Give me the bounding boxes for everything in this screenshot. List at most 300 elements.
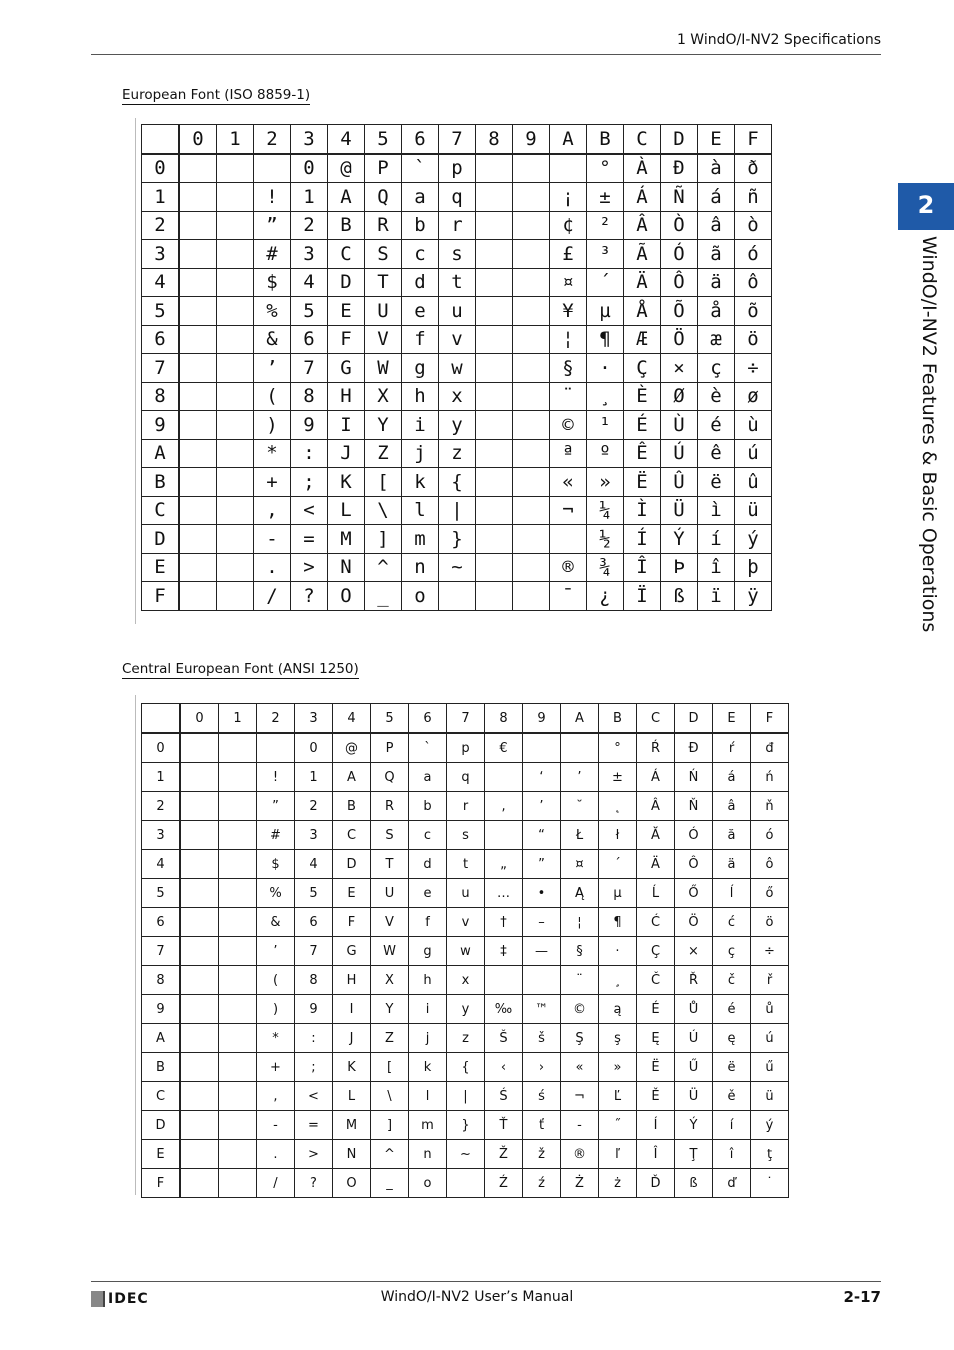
character-cell: b	[409, 792, 447, 821]
character-cell: ÿ	[735, 582, 772, 611]
character-cell: ]	[365, 525, 402, 554]
character-cell	[179, 525, 217, 554]
character-cell: ã	[698, 240, 735, 269]
character-cell: )	[254, 411, 291, 440]
character-cell: ¥	[550, 297, 587, 326]
table-row	[142, 792, 789, 821]
row-header: D	[142, 1111, 181, 1140]
character-cell: 3	[291, 240, 328, 269]
character-cell: ¸	[599, 966, 637, 995]
character-cell	[179, 468, 217, 497]
character-cell: 0	[291, 154, 328, 183]
character-cell: °	[599, 733, 637, 763]
character-cell: 4	[291, 268, 328, 297]
table1-margin-rule	[135, 118, 136, 624]
character-cell	[180, 850, 219, 879]
character-cell: Ü	[661, 496, 698, 525]
character-cell	[523, 966, 561, 995]
table-row	[142, 879, 789, 908]
character-cell: I	[333, 995, 371, 1024]
character-cell: Ě	[637, 1082, 675, 1111]
character-cell	[513, 468, 550, 497]
character-cell	[180, 937, 219, 966]
character-cell	[485, 821, 523, 850]
character-cell: ě	[713, 1082, 751, 1111]
character-cell: !	[254, 183, 291, 212]
table-row	[142, 937, 789, 966]
character-cell: ‹	[485, 1053, 523, 1082]
central-european-font-table	[141, 703, 789, 1198]
character-cell: Y	[365, 411, 402, 440]
character-cell: ‰	[485, 995, 523, 1024]
character-cell: L	[328, 496, 365, 525]
character-cell: r	[447, 792, 485, 821]
character-cell: j	[409, 1024, 447, 1053]
table-header-row	[142, 704, 789, 734]
character-cell: ”	[257, 792, 295, 821]
character-cell	[476, 154, 513, 183]
character-cell	[513, 354, 550, 383]
character-cell: [	[371, 1053, 409, 1082]
character-cell	[180, 821, 219, 850]
table-row	[142, 496, 772, 525]
character-cell: Ŕ	[637, 733, 675, 763]
character-cell: ł	[599, 821, 637, 850]
character-cell: º	[587, 439, 624, 468]
column-header: F	[751, 704, 789, 734]
character-cell: B	[328, 211, 365, 240]
row-header: A	[142, 1024, 181, 1053]
character-cell: ˘	[561, 792, 599, 821]
character-cell: Ö	[675, 908, 713, 937]
character-cell: Ó	[661, 240, 698, 269]
character-cell: ù	[735, 411, 772, 440]
character-cell: é	[698, 411, 735, 440]
character-cell: a	[409, 763, 447, 792]
character-cell: f	[402, 325, 439, 354]
character-cell	[485, 763, 523, 792]
character-cell	[217, 268, 254, 297]
character-cell	[513, 154, 550, 183]
character-cell: Ï	[624, 582, 661, 611]
character-cell: \	[365, 496, 402, 525]
character-cell: ú	[735, 439, 772, 468]
character-cell: Ń	[675, 763, 713, 792]
column-header: E	[698, 125, 735, 154]
character-cell	[476, 183, 513, 212]
character-cell: þ	[735, 553, 772, 582]
character-cell	[180, 1082, 219, 1111]
page-number: 2-17	[843, 1288, 881, 1306]
row-header: C	[142, 496, 180, 525]
character-cell: û	[735, 468, 772, 497]
character-cell: 7	[291, 354, 328, 383]
character-cell: +	[257, 1053, 295, 1082]
row-header: 9	[142, 411, 180, 440]
character-cell: §	[561, 937, 599, 966]
column-header: C	[624, 125, 661, 154]
table-row	[142, 240, 772, 269]
character-cell: ³	[587, 240, 624, 269]
character-cell	[219, 1169, 257, 1198]
character-cell	[179, 297, 217, 326]
character-cell	[513, 382, 550, 411]
character-cell: C	[328, 240, 365, 269]
character-cell: ®	[550, 553, 587, 582]
row-header: 4	[142, 268, 180, 297]
character-cell: P	[365, 154, 402, 183]
character-cell: Â	[637, 792, 675, 821]
character-cell: Î	[624, 553, 661, 582]
character-cell: $	[254, 268, 291, 297]
character-cell: W	[371, 937, 409, 966]
character-cell	[217, 211, 254, 240]
character-cell: Š	[485, 1024, 523, 1053]
character-cell: :	[291, 439, 328, 468]
table-row	[142, 325, 772, 354]
character-cell: (	[254, 382, 291, 411]
character-cell: ™	[523, 995, 561, 1024]
character-cell: n	[402, 553, 439, 582]
character-cell: Ę	[637, 1024, 675, 1053]
character-cell	[179, 582, 217, 611]
character-cell: <	[295, 1082, 333, 1111]
character-cell: È	[624, 382, 661, 411]
character-cell: x	[447, 966, 485, 995]
character-cell: Î	[637, 1140, 675, 1169]
character-cell: G	[333, 937, 371, 966]
column-header: 4	[333, 704, 371, 734]
character-cell: ‚	[485, 792, 523, 821]
character-cell	[179, 240, 217, 269]
character-cell: R	[371, 792, 409, 821]
character-cell: b	[402, 211, 439, 240]
character-cell: a	[402, 183, 439, 212]
character-cell: ’	[254, 354, 291, 383]
character-cell: J	[333, 1024, 371, 1053]
character-cell: ,	[254, 496, 291, 525]
character-cell: w	[447, 937, 485, 966]
character-cell: \	[371, 1082, 409, 1111]
character-cell: Ó	[675, 821, 713, 850]
column-header: 5	[365, 125, 402, 154]
character-cell: k	[409, 1053, 447, 1082]
column-header: A	[561, 704, 599, 734]
character-cell: Ý	[661, 525, 698, 554]
character-cell: Ù	[661, 411, 698, 440]
character-cell	[513, 268, 550, 297]
character-cell: ¸	[587, 382, 624, 411]
character-cell: Õ	[661, 297, 698, 326]
character-cell: ÷	[735, 354, 772, 383]
character-cell: ý	[751, 1111, 789, 1140]
table-row	[142, 1024, 789, 1053]
character-cell: “	[523, 821, 561, 850]
character-cell: `	[402, 154, 439, 183]
character-cell: Ç	[624, 354, 661, 383]
character-cell	[217, 382, 254, 411]
character-cell: ~	[447, 1140, 485, 1169]
character-cell: 7	[295, 937, 333, 966]
character-cell: Ś	[485, 1082, 523, 1111]
column-header: 5	[371, 704, 409, 734]
row-header: 7	[142, 354, 180, 383]
character-cell: ë	[698, 468, 735, 497]
column-header: 9	[523, 704, 561, 734]
character-cell: ¬	[550, 496, 587, 525]
character-cell: @	[328, 154, 365, 183]
character-cell: i	[402, 411, 439, 440]
table-row	[142, 1053, 789, 1082]
character-cell	[513, 582, 550, 611]
character-cell: .	[254, 553, 291, 582]
character-cell: Ã	[624, 240, 661, 269]
table-row	[142, 211, 772, 240]
character-cell: P	[371, 733, 409, 763]
character-cell: z	[447, 1024, 485, 1053]
column-header: 0	[180, 704, 219, 734]
character-cell: !	[257, 763, 295, 792]
character-cell: Ş	[561, 1024, 599, 1053]
character-cell: M	[333, 1111, 371, 1140]
character-cell: p	[439, 154, 476, 183]
character-cell: t	[447, 850, 485, 879]
column-header: 1	[219, 704, 257, 734]
character-cell	[550, 154, 587, 183]
character-cell: č	[713, 966, 751, 995]
character-cell	[513, 240, 550, 269]
character-cell	[476, 211, 513, 240]
character-cell: :	[295, 1024, 333, 1053]
character-cell: 0	[295, 733, 333, 763]
character-cell: =	[291, 525, 328, 554]
character-cell: ú	[751, 1024, 789, 1053]
row-header: F	[142, 1169, 181, 1198]
character-cell: Ç	[637, 937, 675, 966]
character-cell: i	[409, 995, 447, 1024]
character-cell: è	[698, 382, 735, 411]
character-cell: —	[523, 937, 561, 966]
character-cell: í	[698, 525, 735, 554]
character-cell: -	[561, 1111, 599, 1140]
character-cell: #	[254, 240, 291, 269]
character-cell: H	[328, 382, 365, 411]
character-cell	[476, 325, 513, 354]
character-cell: Á	[637, 763, 675, 792]
character-cell	[447, 1169, 485, 1198]
character-cell	[550, 525, 587, 554]
character-cell: Ä	[637, 850, 675, 879]
character-cell: ó	[751, 821, 789, 850]
table-corner-cell	[142, 125, 180, 154]
character-cell: v	[439, 325, 476, 354]
idec-logo-text: IDEC	[108, 1291, 149, 1307]
character-cell: 5	[295, 879, 333, 908]
character-cell: á	[698, 183, 735, 212]
column-header: D	[675, 704, 713, 734]
character-cell	[523, 733, 561, 763]
character-cell: )	[257, 995, 295, 1024]
character-cell: Ň	[675, 792, 713, 821]
character-cell: ń	[751, 763, 789, 792]
character-cell: °	[587, 154, 624, 183]
character-cell	[513, 525, 550, 554]
character-cell: B	[333, 792, 371, 821]
character-cell: {	[439, 468, 476, 497]
character-cell: N	[333, 1140, 371, 1169]
character-cell	[513, 297, 550, 326]
character-cell: J	[328, 439, 365, 468]
character-cell: »	[599, 1053, 637, 1082]
character-cell: å	[698, 297, 735, 326]
character-cell: x	[439, 382, 476, 411]
character-cell: •	[523, 879, 561, 908]
table-row	[142, 763, 789, 792]
character-cell: ü	[751, 1082, 789, 1111]
character-cell: ŕ	[713, 733, 751, 763]
section-title-european: European Font (ISO 8859-1)	[122, 87, 311, 103]
character-cell: ¢	[550, 211, 587, 240]
character-cell: Ţ	[675, 1140, 713, 1169]
character-cell: ľ	[599, 1140, 637, 1169]
character-cell: ¤	[561, 850, 599, 879]
character-cell: ß	[675, 1169, 713, 1198]
character-cell: «	[561, 1053, 599, 1082]
table-row	[142, 183, 772, 212]
character-cell: s	[439, 240, 476, 269]
character-cell: h	[409, 966, 447, 995]
table-row	[142, 908, 789, 937]
character-cell: Ú	[661, 439, 698, 468]
character-cell: î	[698, 553, 735, 582]
character-cell: õ	[735, 297, 772, 326]
character-cell	[476, 496, 513, 525]
character-cell: {	[447, 1053, 485, 1082]
character-cell: ¤	[550, 268, 587, 297]
character-cell: ~	[439, 553, 476, 582]
character-cell	[217, 183, 254, 212]
character-cell: *	[257, 1024, 295, 1053]
character-cell: Ő	[675, 879, 713, 908]
character-cell: 1	[295, 763, 333, 792]
character-cell: u	[439, 297, 476, 326]
character-cell: g	[409, 937, 447, 966]
character-cell: O	[333, 1169, 371, 1198]
character-cell: -	[254, 525, 291, 554]
character-cell	[561, 733, 599, 763]
column-header: 8	[485, 704, 523, 734]
row-header: 0	[142, 154, 180, 183]
character-cell: C	[333, 821, 371, 850]
character-cell: E	[333, 879, 371, 908]
character-cell: ”	[254, 211, 291, 240]
column-header: 8	[476, 125, 513, 154]
character-cell: .	[257, 1140, 295, 1169]
character-cell: ˛	[599, 792, 637, 821]
character-cell: 8	[295, 966, 333, 995]
character-cell: Z	[365, 439, 402, 468]
character-cell: Æ	[624, 325, 661, 354]
character-cell: m	[402, 525, 439, 554]
character-cell: Ë	[637, 1053, 675, 1082]
character-cell: r	[439, 211, 476, 240]
table-row	[142, 966, 789, 995]
character-cell: đ	[751, 733, 789, 763]
table-row	[142, 995, 789, 1024]
character-cell: ¨	[550, 382, 587, 411]
character-cell: <	[291, 496, 328, 525]
character-cell	[217, 582, 254, 611]
character-cell	[476, 468, 513, 497]
character-cell: ^	[365, 553, 402, 582]
character-cell: ,	[257, 1082, 295, 1111]
character-cell	[439, 582, 476, 611]
column-header: B	[587, 125, 624, 154]
character-cell: 9	[291, 411, 328, 440]
chapter-tab[interactable]: 2	[898, 183, 954, 227]
character-cell: d	[409, 850, 447, 879]
character-cell: _	[365, 582, 402, 611]
character-cell: ×	[675, 937, 713, 966]
character-cell: ¨	[561, 966, 599, 995]
character-cell	[179, 496, 217, 525]
character-cell: £	[550, 240, 587, 269]
character-cell: ß	[661, 582, 698, 611]
character-cell: +	[254, 468, 291, 497]
character-cell: ş	[599, 1024, 637, 1053]
character-cell: m	[409, 1111, 447, 1140]
table-row	[142, 268, 772, 297]
character-cell: %	[257, 879, 295, 908]
character-cell: >	[291, 553, 328, 582]
character-cell: Á	[624, 183, 661, 212]
character-cell: D	[328, 268, 365, 297]
character-cell: /	[257, 1169, 295, 1198]
table-row	[142, 1082, 789, 1111]
character-cell: ^	[371, 1140, 409, 1169]
character-cell: ©	[550, 411, 587, 440]
character-cell: t	[439, 268, 476, 297]
character-cell: 3	[295, 821, 333, 850]
character-cell: Ø	[661, 382, 698, 411]
row-header: 1	[142, 183, 180, 212]
character-cell	[219, 763, 257, 792]
character-cell: w	[439, 354, 476, 383]
character-cell	[254, 154, 291, 183]
character-cell: Đ	[675, 733, 713, 763]
character-cell	[476, 525, 513, 554]
character-cell: ô	[751, 850, 789, 879]
character-cell: „	[485, 850, 523, 879]
character-cell: ý	[735, 525, 772, 554]
character-cell: Ë	[624, 468, 661, 497]
character-cell: ï	[698, 582, 735, 611]
character-cell: ÷	[751, 937, 789, 966]
character-cell: Ö	[661, 325, 698, 354]
manual-title: WindO/I-NV2 User’s Manual	[380, 1289, 574, 1305]
column-header: 2	[254, 125, 291, 154]
character-cell: 6	[295, 908, 333, 937]
character-cell: Â	[624, 211, 661, 240]
row-header: D	[142, 525, 180, 554]
character-cell: ç	[713, 937, 751, 966]
character-cell: ť	[523, 1111, 561, 1140]
character-cell: #	[257, 821, 295, 850]
character-cell	[180, 792, 219, 821]
character-cell: ;	[291, 468, 328, 497]
character-cell: †	[485, 908, 523, 937]
character-cell: [	[365, 468, 402, 497]
